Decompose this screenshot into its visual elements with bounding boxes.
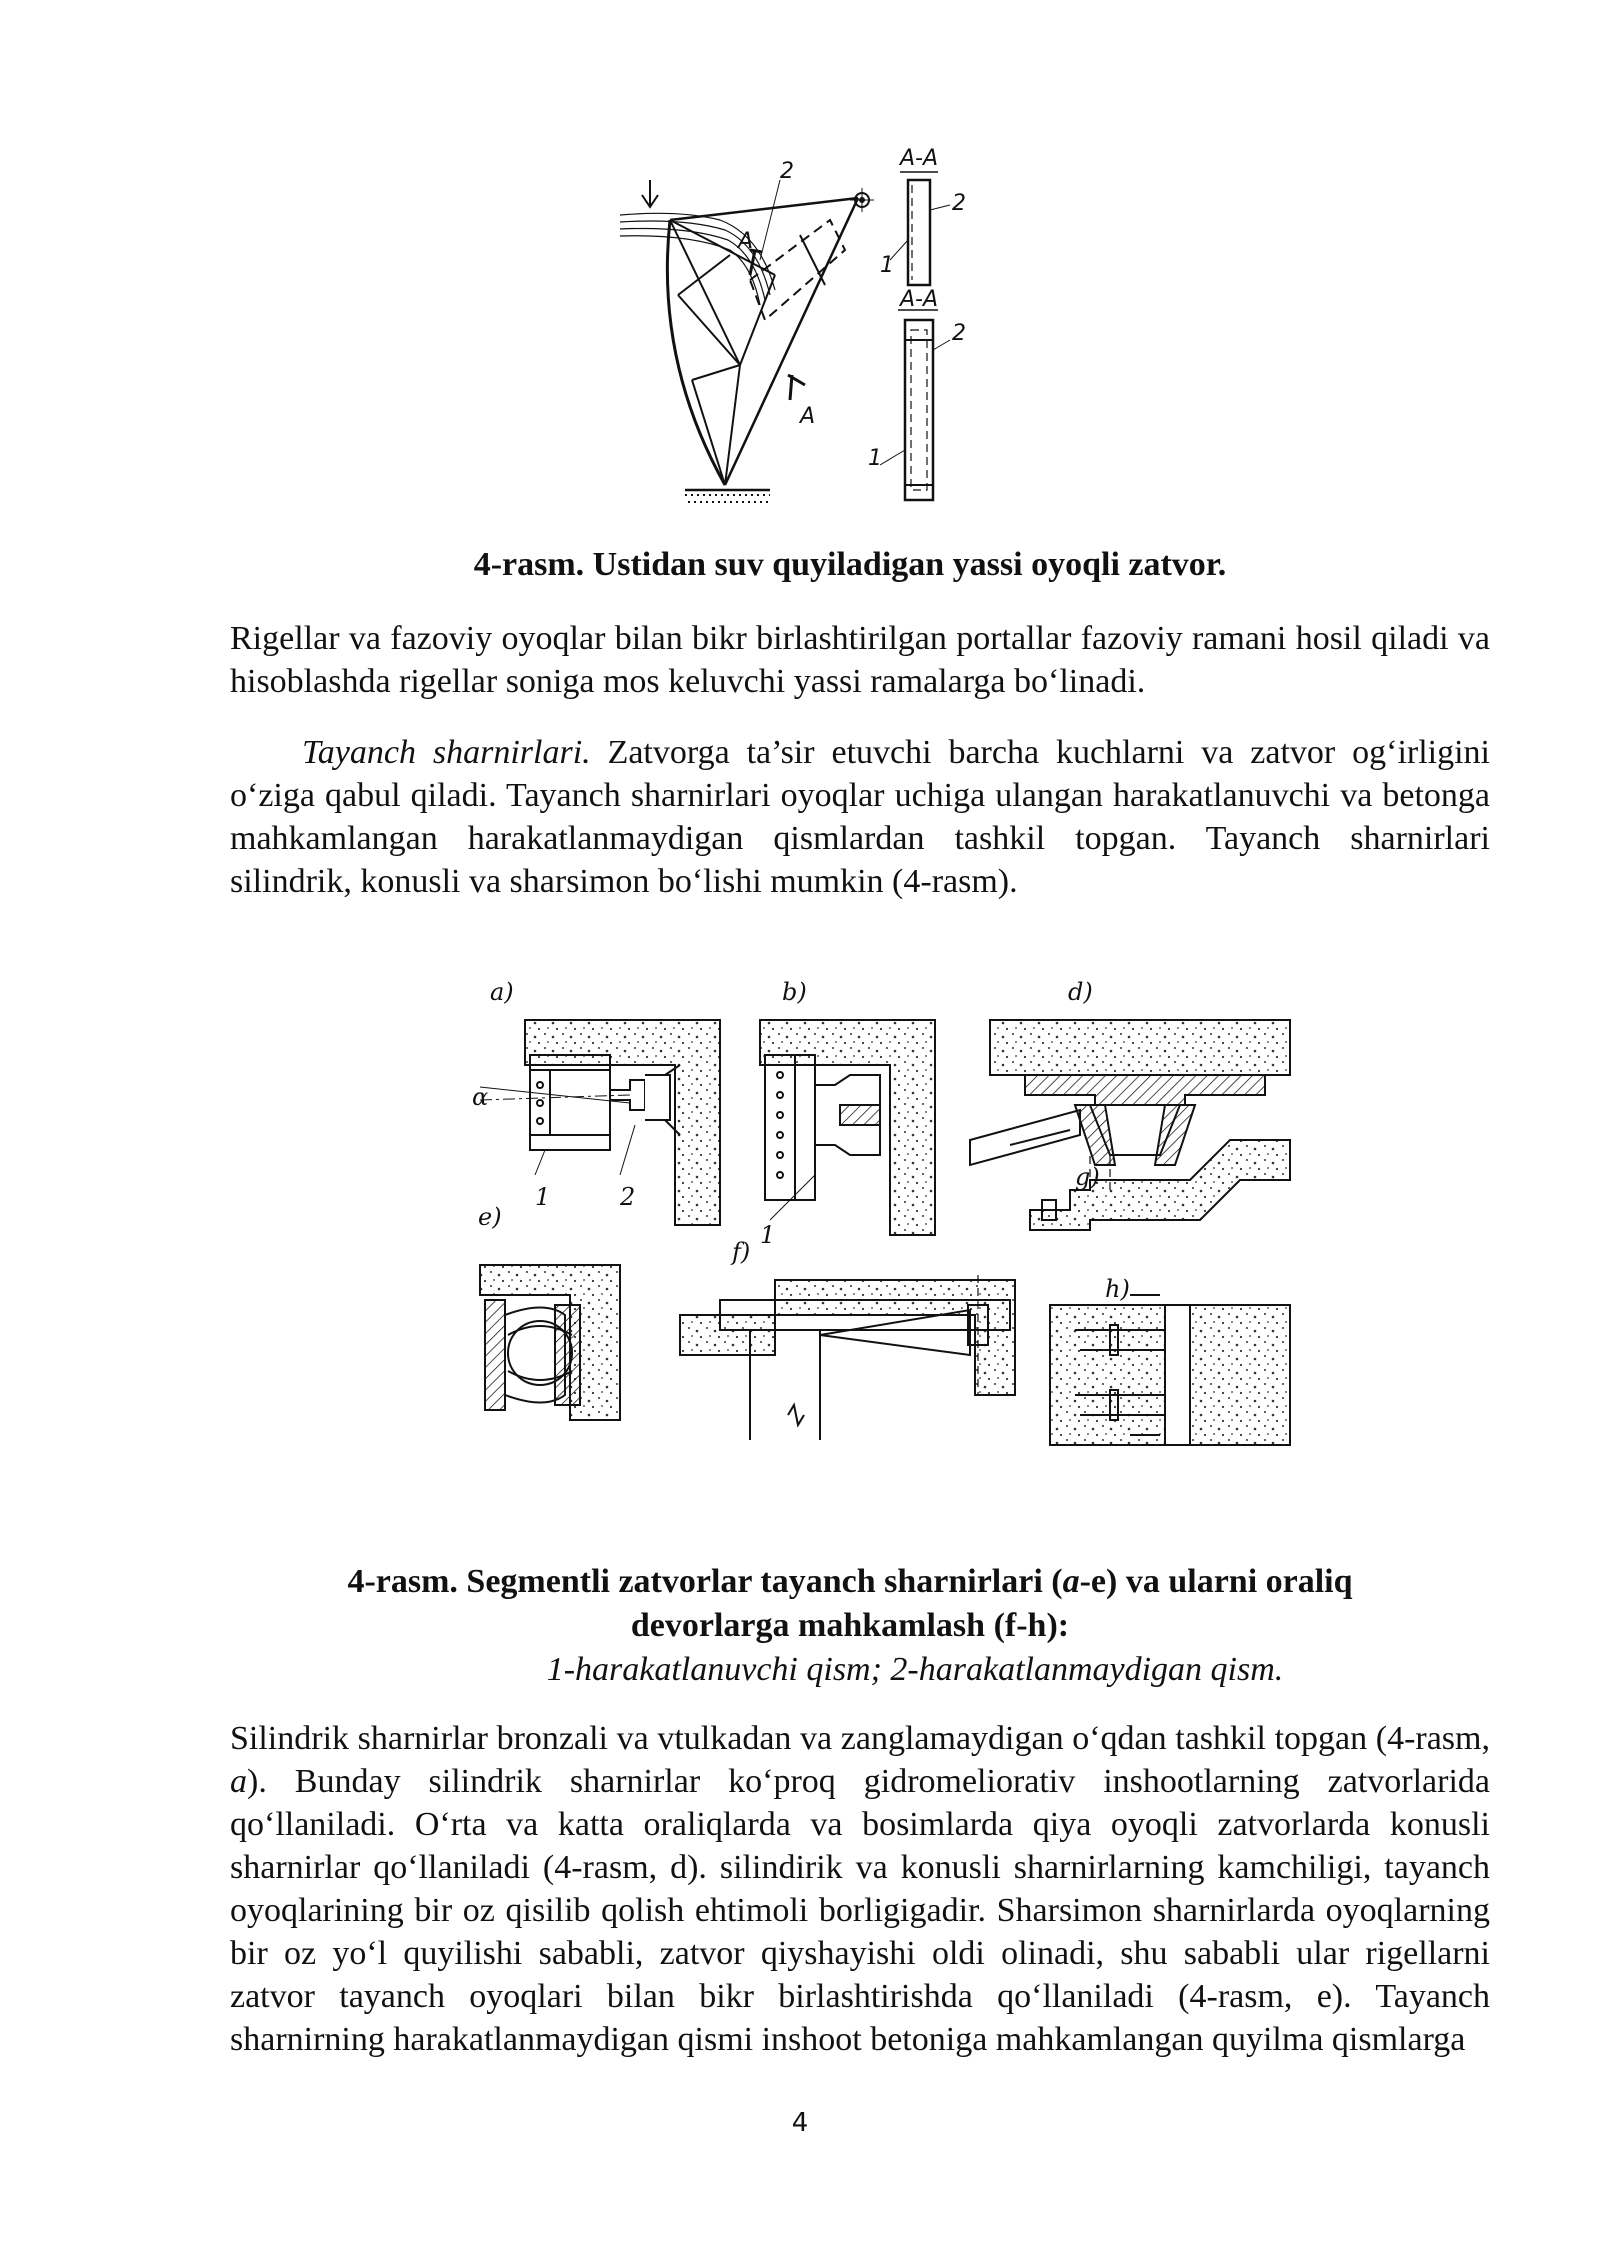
label-a-top: A (738, 229, 754, 254)
label-2-main: 2 (780, 159, 794, 184)
paragraph-1: Rigellar va fazoviy oyoqlar bilan bikr birlashtirilgan portallar fazoviy ramani hosil qiladi va hisoblashda rigellar soniga mos keluvchi yassi ramalarga bo‘linadi. (230, 620, 1490, 700)
paragraph-2 (230, 731, 1490, 903)
label-a-bottom: A (800, 404, 816, 429)
figure-1-caption: 4-rasm. Ustidan suv quyiladigan yassi oyoqli zatvor. (473, 546, 1227, 583)
figure-2-caption-line1 (230, 1560, 1470, 1604)
section-label-bottom: A-A (900, 287, 939, 312)
fig2-label-g: g) (1075, 1163, 1100, 1191)
label-2-sec-bottom: 2 (952, 321, 966, 346)
paragraph-2-text: Zatvorga ta’sir etuvchi barcha kuchlarni va zatvor og‘irligini o‘ziga qabul qiladi. Tayanch sharnirlari oyoqlar uchiga ulangan harakatlanuvchi va betonga mahkamlangan harakatlanmaydigan qismlardan tashkil topgan. Tayanch sharnirlari silindrik, konusli va sharsimon bo‘lishi mumkin (4-rasm). (230, 734, 1491, 900)
figure-1-flat-gate-drawing (600, 146, 1070, 515)
fig2-label-b: b) (782, 978, 807, 1006)
fig2-label-e: e) (478, 1203, 502, 1231)
label-1-sec-top: 1 (880, 253, 894, 278)
paragraph-3-part2: ). Bunday silindrik sharnirlar ko‘proq gidromeliorativ inshootlarning zatvorlarida qo‘llaniladi. O‘rta va katta oraliqlarda va bosimlarda qiya oyoqli zatvorlarda konusli sharnirlar qo‘llaniladi (4-rasm, d). silindirik va konusli sharnirlarning kamchiligi, tayanch oyoqlarining bir oz qisilib qolish ehtimoli borligigadir. Sharsimon sharnirlarda oyoqlarning bir oz yo‘l quyilishi sababli, zatvor qiyshayishi oldi olinadi, shu sababli ular rigellarni zatvor tayanch oyoqlari bilan bikr birlashtirishda qo‘llaniladi (4-rasm, e). Tayanch sharnirning harakatlanmaydigan qismi inshoot betoniga mahkamlangan quyilma qismlarga (230, 1763, 1490, 2058)
fig2-label-alpha: α (472, 1083, 489, 1111)
paragraph-3 (230, 1717, 1490, 2061)
figure-2-caption-line3: 1-harakatlanuvchi qism; 2-harakatlanmaydigan qism. (546, 1651, 1284, 1688)
fig2-label-h: h) (1105, 1275, 1130, 1303)
fig2-label-1a: 1 (535, 1183, 551, 1211)
label-1-sec-bottom: 1 (868, 446, 882, 471)
fig2-label-f: f) (732, 1238, 751, 1266)
fig2-label-d: d) (1068, 978, 1093, 1006)
label-2-sec-top: 2 (952, 191, 966, 216)
page-number: 4 (791, 2108, 809, 2138)
fig2-label-a: a) (490, 978, 514, 1006)
fig2-label-2a: 2 (620, 1183, 636, 1211)
caption2-line1-italic: a (1062, 1563, 1080, 1600)
figure-2-hinge-drawings (470, 975, 1340, 1450)
fig2-label-1b: 1 (760, 1221, 776, 1249)
paragraph-3-italic: a (230, 1763, 247, 1800)
paragraph-2-lead: Tayanch sharnirlari. (302, 734, 591, 771)
paragraph-3-part1: Silindrik sharnirlar bronzali va vtulkadan va zanglamaydigan o‘qdan tashkil topgan (4-rasm, (230, 1720, 1490, 1757)
caption2-line1-pre: 4-rasm. Segmentli zatvorlar tayanch sharnirlari ( (347, 1563, 1063, 1600)
section-label-top: A-A (900, 146, 939, 171)
caption2-line1-post: -e) va ularni oraliq (1079, 1563, 1353, 1600)
figure-2-caption-line2: devorlarga mahkamlash (f-h): (630, 1607, 1070, 1644)
